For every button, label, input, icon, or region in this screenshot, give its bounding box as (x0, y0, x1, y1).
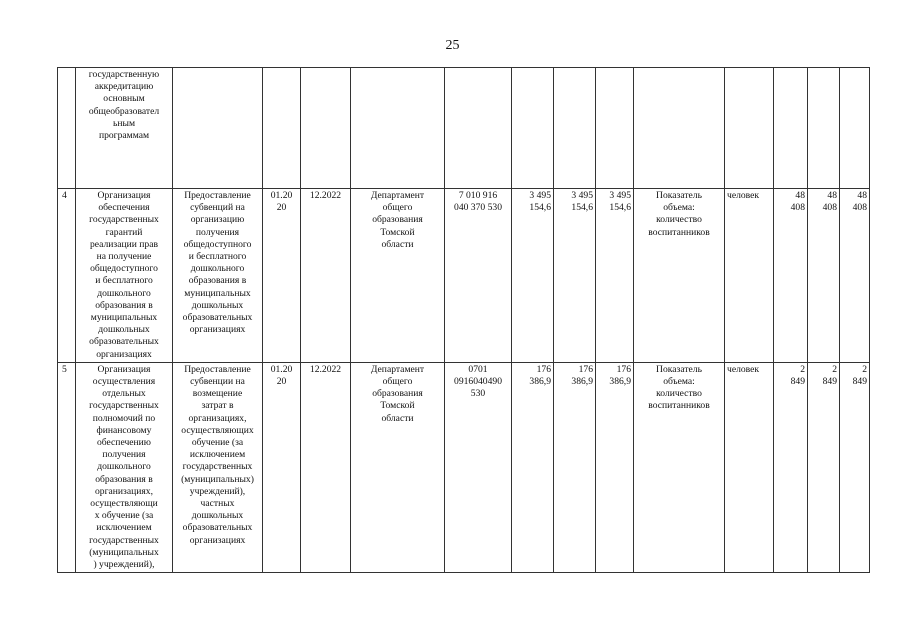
cell-text-line: 20 (276, 202, 287, 214)
indicator-value-cell-3 (840, 362, 870, 572)
cell-text-line: (муниципальных) (181, 473, 254, 485)
end-date-cell (301, 68, 351, 189)
start-date-cell (263, 362, 301, 572)
cell-text-line: 530 (470, 388, 486, 400)
cell-text-line: 849 (852, 376, 867, 388)
cell-text-line: количество (656, 214, 702, 226)
indicator-value-cell-1 (774, 68, 808, 189)
cell-text-line: гарантий (105, 226, 143, 238)
cell-text-line: затрат в (201, 400, 234, 412)
cell-text-line: 154,6 (609, 202, 631, 214)
cell-text-line: получения (102, 449, 146, 461)
cell-text-line: субвенции на (190, 376, 245, 388)
cell-text-line: государственных (182, 461, 253, 473)
cell-text-line: исключением (189, 449, 246, 461)
cell-text-line: Томской (380, 400, 415, 412)
indicator-value-cell-2 (808, 68, 840, 189)
funding-cell-1 (512, 189, 554, 363)
cell-text-line: основным (103, 93, 145, 105)
cell-text-line: осуществления (92, 376, 156, 388)
funding-cell-2 (554, 189, 596, 363)
cell-text-line: образовательных (89, 336, 159, 348)
cell-text-line: общеобразовател (88, 105, 160, 117)
indicator-value-cell-2 (808, 362, 840, 572)
cell-text-line: 7 010 916 (458, 190, 498, 201)
cell-text-line: объема: (663, 202, 695, 214)
cell-text-line: 01.20 (270, 363, 293, 375)
table-row (58, 362, 870, 572)
cell-text-line: ) учреждений), (93, 559, 155, 571)
cell-text-line: 48 (857, 190, 867, 201)
cell-text-line: государственную (88, 69, 160, 80)
cell-text-line: Департамент (370, 363, 425, 375)
cell-text-line: организациях, (188, 412, 247, 424)
cell-text-line: 154,6 (571, 202, 593, 214)
cell-text-line: возмещение (192, 388, 243, 400)
indicator-cell (634, 189, 725, 363)
cell-text-line: общедоступного (90, 263, 158, 275)
indicator-value-cell-1 (774, 362, 808, 572)
cell-text-line: субвенций на (190, 202, 245, 214)
cell-text-line: Показатель (656, 363, 702, 375)
table-row (58, 68, 870, 189)
cell-text-line: (муниципальных (89, 546, 159, 558)
cell-text-line: 408 (790, 202, 805, 214)
cell-text-line: Департамент (370, 190, 425, 201)
cell-text-line: реализации прав (89, 238, 158, 250)
cell-text-line: 01.20 (270, 190, 293, 201)
cell-text-line: 3 495 (571, 190, 593, 201)
end-date-cell: 12.2022 (301, 362, 351, 572)
cell-text-line: Томской (380, 226, 415, 238)
executor-cell (351, 68, 445, 189)
cell-text-line: получения (195, 226, 240, 238)
end-date-cell: 12.2022 (301, 189, 351, 363)
cell-text-line: полномочий по (92, 412, 156, 424)
indicator-value-cell-3 (840, 68, 870, 189)
cell-text-line: организациях (96, 348, 152, 360)
start-date-cell (263, 189, 301, 363)
cell-text-line: 176 (536, 363, 551, 375)
cell-text-line: Предоставление (184, 363, 251, 375)
cell-text-line: образования в (95, 473, 153, 485)
executor-cell (351, 189, 445, 363)
cell-text-line: муниципальных (90, 312, 158, 324)
funding-cell-3 (596, 68, 634, 189)
cell-text-line: Организация (97, 190, 151, 201)
cell-text-line: осуществляющих (181, 424, 254, 436)
budget-code-cell (445, 189, 512, 363)
cell-text-line: дошкольного (190, 263, 245, 275)
row-number-cell: 5 (58, 362, 76, 572)
cell-text-line: 040 370 530 (454, 202, 502, 214)
funding-cell-2 (554, 68, 596, 189)
funding-cell-1 (512, 362, 554, 572)
cell-text-line: области (381, 238, 414, 250)
cell-text-line: 0701 (468, 363, 488, 375)
cell-text-line: Предоставление (184, 190, 251, 201)
unit-cell: человек (725, 362, 774, 572)
cell-text-line: 176 (578, 363, 593, 375)
cell-text-line: Организация (97, 363, 151, 375)
cell-text-line: образования в (95, 299, 153, 311)
indicator-value-cell-3 (840, 189, 870, 363)
cell-text-line: организациях (189, 534, 246, 546)
cell-text-line: программам (98, 130, 150, 142)
funding-cell-1 (512, 68, 554, 189)
cell-text-line: 849 (822, 376, 837, 388)
row-number-cell (58, 68, 76, 189)
cell-text-line: муниципальных (184, 287, 251, 299)
cell-text-line: аккредитацию (94, 81, 154, 93)
cell-text-line: х обучение (за (94, 510, 154, 522)
indicator-cell (634, 362, 725, 572)
cell-text-line: дошкольных (191, 299, 244, 311)
measure-name-cell (76, 68, 173, 189)
cell-text-line: дошкольных (191, 510, 244, 522)
cell-text-line: 386,9 (571, 376, 593, 388)
cell-text-line: образовательных (182, 312, 253, 324)
cell-text-line: организацию (190, 214, 245, 226)
cell-text-line: 20 (276, 376, 287, 388)
cell-text-line: и бесплатного (188, 251, 247, 263)
budget-code-cell (445, 362, 512, 572)
cell-text-line: образовательных (182, 522, 253, 534)
executor-cell (351, 362, 445, 572)
cell-text-line: 408 (822, 202, 837, 214)
cell-text-line: количество (656, 388, 702, 400)
cell-text-line: исключением (96, 522, 152, 534)
cell-text-line: 2 (800, 363, 805, 375)
cell-text-line: обучение (за (191, 437, 244, 449)
cell-text-line: 408 (852, 202, 867, 214)
activity-cell (173, 362, 263, 572)
cell-text-line: и бесплатного (95, 275, 153, 287)
cell-text-line: отдельных (102, 388, 146, 400)
cell-text-line: объема: (663, 376, 695, 388)
cell-text-line: частных (200, 498, 235, 510)
measure-name-cell (76, 362, 173, 572)
activity-cell (173, 68, 263, 189)
program-activities-table (57, 67, 870, 573)
cell-text-line: общего (382, 376, 413, 388)
start-date-cell (263, 68, 301, 189)
cell-text-line: дошкольного (97, 287, 151, 299)
cell-text-line: учреждений), (189, 485, 246, 497)
page-number: 25 (445, 38, 460, 53)
indicator-value-cell-1 (774, 189, 808, 363)
cell-text-line: 154,6 (529, 202, 551, 214)
cell-text-line: образования (372, 388, 423, 400)
funding-cell-2 (554, 362, 596, 572)
cell-text-line: 2 (832, 363, 837, 375)
unit-cell (725, 68, 774, 189)
cell-text-line: обеспечению (97, 437, 151, 449)
cell-text-line: образования (372, 214, 423, 226)
indicator-cell (634, 68, 725, 189)
cell-text-line: дошкольных (98, 324, 150, 336)
cell-text-line: воспитанников (648, 400, 710, 412)
cell-text-line: 3 495 (529, 190, 551, 201)
measure-name-cell (76, 189, 173, 363)
cell-text-line: государственных (89, 400, 159, 412)
cell-text-line: общедоступного (183, 238, 252, 250)
cell-text-line: 176 (616, 363, 631, 375)
cell-text-line: воспитанников (648, 226, 710, 238)
budget-code-cell (445, 68, 512, 189)
cell-text-line: организациях, (95, 485, 153, 497)
unit-cell: человек (725, 189, 774, 363)
row-number-cell: 4 (58, 189, 76, 363)
indicator-value-cell-2 (808, 189, 840, 363)
cell-text-line: 3 495 (609, 190, 631, 201)
cell-text-line: Показатель (656, 190, 702, 201)
cell-text-line: области (381, 412, 414, 424)
cell-text-line: государственных (89, 214, 159, 226)
cell-text-line: организациях (189, 324, 246, 336)
activity-cell (173, 189, 263, 363)
cell-text-line: осуществляющи (90, 498, 158, 510)
cell-text-line: 386,9 (609, 376, 631, 388)
cell-text-line: финансовому (96, 424, 152, 436)
cell-text-line: образования в (188, 275, 247, 287)
cell-text-line: 849 (790, 376, 805, 388)
cell-text-line: обеспечения (98, 202, 150, 214)
cell-text-line: 48 (795, 190, 805, 201)
cell-text-line: общего (382, 202, 413, 214)
cell-text-line: 386,9 (529, 376, 551, 388)
cell-text-line: 48 (827, 190, 837, 201)
cell-text-line: на получение (96, 251, 152, 263)
cell-text-line: государственных (89, 534, 159, 546)
cell-text-line: дошкольного (97, 461, 151, 473)
cell-text-line: ьным (112, 117, 136, 129)
cell-text-line: 0916040490 (454, 376, 502, 388)
funding-cell-3 (596, 189, 634, 363)
cell-text-line: 2 (862, 363, 867, 375)
funding-cell-3 (596, 362, 634, 572)
table-row (58, 189, 870, 363)
